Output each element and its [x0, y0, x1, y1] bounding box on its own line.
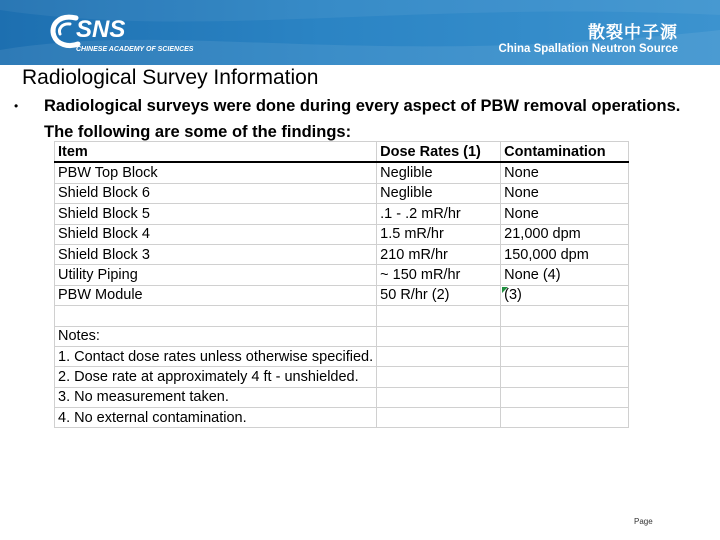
page-label: Page: [634, 517, 653, 526]
table-row: [55, 183, 629, 203]
org-name-chinese: 散裂中子源: [588, 23, 678, 42]
table-cell: None: [501, 204, 629, 224]
table-cell-flagged: [501, 285, 629, 305]
table-cell: PBW Top Block: [55, 162, 377, 183]
table-cell: Neglible: [377, 183, 501, 203]
note-item: 1. Contact dose rates unless otherwise specified.: [55, 346, 377, 366]
table-row: [55, 387, 629, 407]
bullet-text: Radiological surveys were done during every aspect of PBW removal operations. The following are some of the findings:: [44, 97, 681, 141]
table-row: [55, 408, 629, 428]
table-cell: Shield Block 5: [55, 204, 377, 224]
table-cell: 21,000 dpm: [501, 224, 629, 244]
table-row: [55, 265, 629, 285]
table-cell: Shield Block 6: [55, 183, 377, 203]
table-row: [55, 367, 629, 387]
table-cell: [377, 387, 501, 407]
table-cell-text: (3): [504, 287, 522, 304]
table-row: [55, 224, 629, 244]
logo-subtitle: CHINESE ACADEMY OF SCIENCES: [76, 46, 194, 53]
sns-logo: [48, 12, 208, 56]
note-item: 3. No measurement taken.: [55, 387, 377, 407]
table-cell: [501, 346, 629, 366]
org-name-english: China Spallation Neutron Source: [498, 43, 678, 55]
table-cell: Neglible: [377, 162, 501, 183]
table-cell: [501, 326, 629, 346]
table-cell: [377, 346, 501, 366]
table-cell: .1 - .2 mR/hr: [377, 204, 501, 224]
table-cell: [501, 367, 629, 387]
table-cell: 150,000 dpm: [501, 244, 629, 264]
table-cell: 50 R/hr (2): [377, 285, 501, 305]
slide-title: Radiological Survey Information: [22, 66, 319, 89]
header-item: Item: [55, 142, 377, 163]
table-cell: None: [501, 183, 629, 203]
note-item: 4. No external contamination.: [55, 408, 377, 428]
table-cell: [377, 367, 501, 387]
table-cell: Shield Block 4: [55, 224, 377, 244]
table-row: [55, 326, 629, 346]
cell-flag-icon: [502, 287, 508, 293]
logo-text: SNS: [76, 16, 126, 43]
table-cell: 1.5 mR/hr: [377, 224, 501, 244]
table-cell: None: [501, 162, 629, 183]
table-cell: [501, 387, 629, 407]
table-cell: PBW Module: [55, 285, 377, 305]
table-cell: Utility Piping: [55, 265, 377, 285]
notes-heading: Notes:: [55, 326, 377, 346]
table-row: [55, 285, 629, 305]
table-cell: None (4): [501, 265, 629, 285]
table-row: [55, 346, 629, 366]
table-cell: Shield Block 3: [55, 244, 377, 264]
header-contamination: Contamination: [501, 142, 629, 163]
table-header-row: [55, 142, 629, 163]
table-cell: ~ 150 mR/hr: [377, 265, 501, 285]
table-cell: [377, 326, 501, 346]
table-cell: 210 mR/hr: [377, 244, 501, 264]
table-row: [55, 162, 629, 183]
table-cell: [377, 306, 501, 326]
table-cell: [501, 306, 629, 326]
table-cell: [55, 306, 377, 326]
table-cell: [501, 408, 629, 428]
table-row: [55, 244, 629, 264]
header-banner: [0, 0, 720, 65]
table-cell: [377, 408, 501, 428]
header-dose-rates: Dose Rates (1): [377, 142, 501, 163]
note-item: 2. Dose rate at approximately 4 ft - unshielded.: [55, 367, 377, 387]
bullet-marker: •: [14, 99, 19, 113]
survey-findings-table: [54, 141, 629, 428]
table-row: [55, 204, 629, 224]
table-row: [55, 306, 629, 326]
